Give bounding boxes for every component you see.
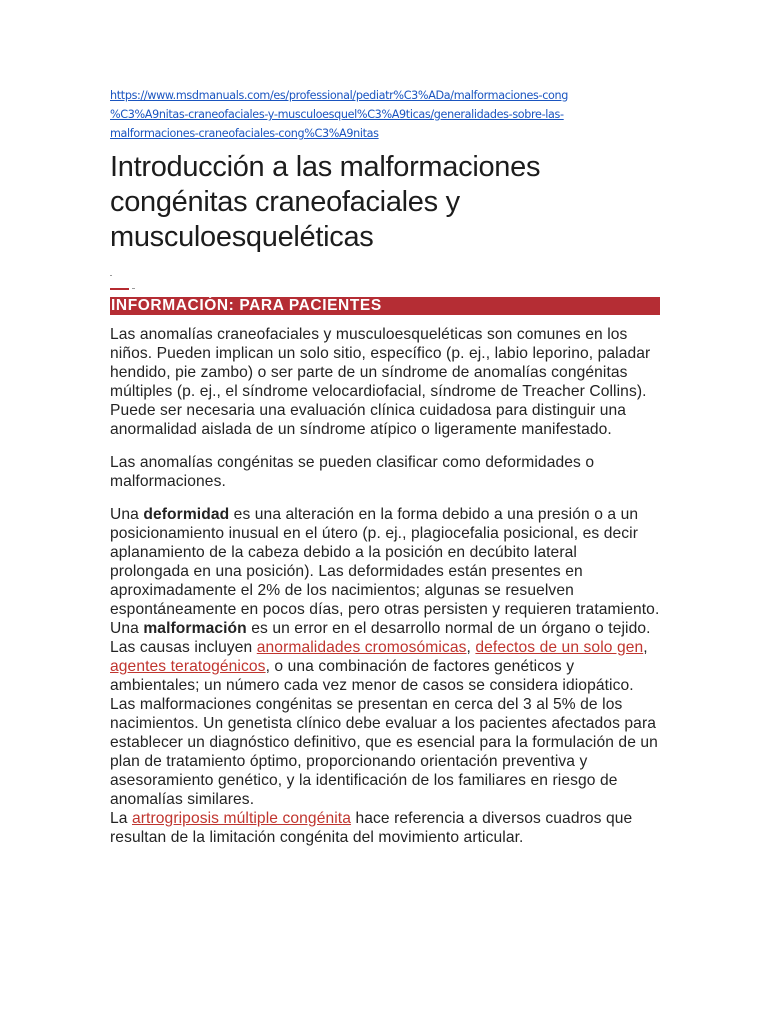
separator <box>110 275 660 289</box>
paragraph-artrogriposis <box>110 809 660 847</box>
link-agentes-teratogenicos[interactable]: agentes teratogénicos <box>110 658 266 675</box>
page-title: Introducción a las malformaciones congénitas craneofaciales y musculoesqueléticas <box>110 151 541 253</box>
paragraph-deformidad <box>110 505 660 619</box>
text-separator: , <box>466 639 476 656</box>
text-body: , o una combinación de factores genéticos y ambientales; un número cada vez menor de casos se considera idiopático. Las malformaciones congénitas se presentan en cerca del 3 al 5% de los nacimientos. Un genetista clínico debe evaluar a los pacientes afectados para establecer un diagnóstico definitivo, que es esencial para la formulación de un plan de tratamiento óptimo, proporcionando orientación preventiva y asesoramiento genético, y la identificación de los familiares en riesgo de anomalías similares. <box>110 658 658 808</box>
term-deformidad: deformidad <box>143 506 230 523</box>
source-url-line: https://www.msdmanuals.com/es/professional/pediatr%C3%ADa/malformaciones-cong <box>110 89 568 102</box>
text-lead: Una <box>110 506 144 523</box>
text-lead: La <box>110 810 132 827</box>
paragraph-intro: Las anomalías craneofaciales y musculoesqueléticas son comunes en los niños. Pueden implican un solo sitio, específico (p. ej., labio leporino, paladar hendido, pie zambo) o ser parte de un síndrome de anomalías congénitas múltiples (p. ej., el síndrome velocardiofacial, síndrome de Treacher Collins). Puede ser necesaria una evaluación clínica cuidadosa para distinguir una anormalidad aislada de un síndrome atípico o ligeramente manifestado. <box>110 326 651 438</box>
document-page <box>110 86 660 847</box>
text-lead: Una <box>110 620 144 637</box>
text-body: es un error en el desarrollo normal de un órgano o tejido. Las causas incluyen <box>110 620 651 656</box>
link-artrogriposis-multiple-congenita[interactable]: artrogriposis múltiple congénita <box>131 810 352 827</box>
separator-dash <box>132 288 135 289</box>
text-separator: , <box>643 639 648 656</box>
paragraph-classification: Las anomalías congénitas se pueden clasificar como deformidades o malformaciones. <box>110 454 595 490</box>
text-body: hace referencia a diversos cuadros que resultan de la limitación congénita del movimiento articular. <box>110 810 633 846</box>
source-url-link[interactable] <box>110 86 660 143</box>
text-body: es una alteración en la forma debido a una presión o a un posicionamiento inusual en el útero (p. ej., plagiocefalia posicional, es decir aplanamiento de la cabeza debido a la posición en decúbito lateral prolongada en una posición). Las deformidades están presentes en aproximadamente el 2% de los nacimientos; algunas se resuelven espontáneamente en pocos días, pero otras persisten y requieren tratamiento. <box>110 506 660 618</box>
source-url-line: malformaciones-craneofaciales-cong%C3%A9nitas <box>110 127 379 140</box>
audience-banner: INFORMACIÓN: PARA PACIENTES <box>110 297 660 315</box>
link-anormalidades-cromosomicas[interactable]: anormalidades cromosómicas <box>256 639 467 656</box>
paragraph-malformacion <box>110 619 660 809</box>
separator-dot <box>110 275 112 276</box>
separator-bar <box>110 288 129 290</box>
link-defectos-de-un-solo-gen[interactable]: defectos de un solo gen <box>475 639 644 656</box>
term-malformacion: malformación <box>143 620 247 637</box>
source-url-line: %C3%A9nitas-craneofaciales-y-musculoesquel%C3%A9ticas/generalidades-sobre-las- <box>110 108 564 121</box>
